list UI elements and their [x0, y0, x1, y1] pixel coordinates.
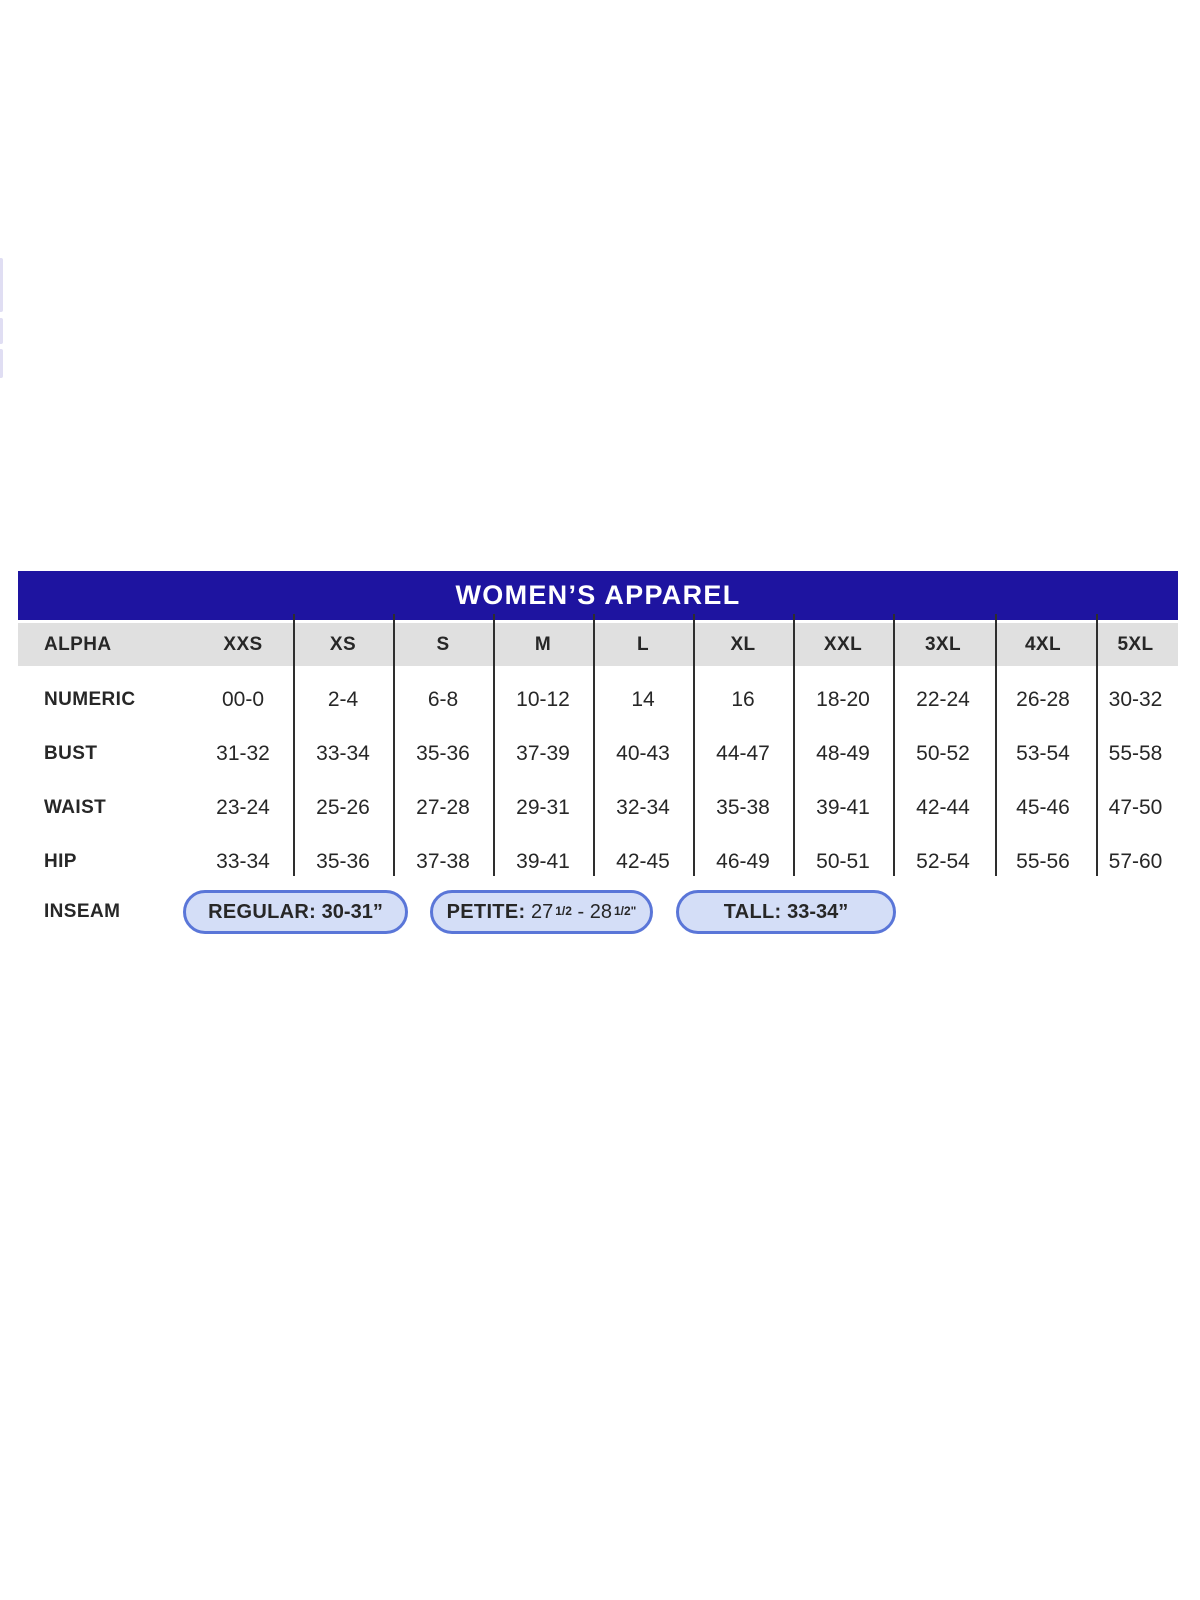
size-cell: 33-34 [316, 742, 370, 765]
column-separator [293, 614, 295, 876]
inseam-pill-petite [430, 890, 653, 934]
column-separator [893, 614, 895, 876]
size-cell: 39-41 [816, 796, 870, 819]
size-cell: 35-36 [316, 850, 370, 873]
size-cell: 00-0 [221, 688, 265, 711]
size-cell: 14 [631, 688, 655, 711]
size-col-3xl: 3XL [924, 633, 962, 655]
left-edge-artifact [0, 258, 3, 312]
size-col-4xl: 4XL [1024, 633, 1062, 655]
size-col-xxs: XXS [223, 633, 263, 655]
pill-value: 33-34” [781, 900, 849, 923]
size-cell: 48-49 [816, 742, 870, 765]
size-cell: 44-47 [716, 742, 770, 765]
size-cell: 6-8 [427, 688, 459, 711]
size-cell: 27-28 [416, 796, 470, 819]
table-row-numeric [18, 673, 1178, 727]
inseam-row [18, 889, 1178, 935]
size-cell: 57-60 [1108, 850, 1163, 873]
size-col-s: S [436, 633, 450, 655]
size-cell: 37-39 [516, 742, 570, 765]
fraction-superscript: 1/2 [555, 904, 572, 918]
table-title: WOMEN’S APPAREL [455, 580, 741, 610]
size-col-5xl: 5XL [1117, 633, 1154, 655]
size-cell: 47-50 [1108, 796, 1163, 819]
size-cell: 42-45 [616, 850, 670, 873]
size-cell: 2-4 [327, 688, 359, 711]
size-cell: 26-28 [1016, 688, 1070, 711]
size-col-xs: XS [329, 633, 357, 655]
table-body [18, 666, 1178, 889]
row-label: BUST [44, 743, 98, 764]
column-separator [1096, 614, 1098, 876]
size-chart-table [18, 571, 1178, 935]
size-col-xl: XL [730, 633, 756, 655]
size-cell: 29-31 [516, 796, 570, 819]
size-cell: 32-34 [616, 796, 670, 819]
pill-prefix: REGULAR: [208, 900, 317, 923]
size-col-m: M [534, 633, 552, 655]
pill-value: 30-31” [316, 900, 383, 923]
table-row-hip [18, 835, 1178, 889]
row-label: NUMERIC [44, 689, 136, 710]
size-cell: 30-32 [1108, 688, 1163, 711]
size-cell: 35-38 [716, 796, 770, 819]
row-label: WAIST [44, 797, 107, 818]
size-cell: 33-34 [216, 850, 270, 873]
size-cell: 46-49 [716, 850, 770, 873]
table-row-waist [18, 781, 1178, 835]
header-label-alpha: ALPHA [44, 633, 112, 655]
size-cell: 31-32 [216, 742, 270, 765]
size-cell: 55-58 [1108, 742, 1163, 765]
size-header-row [18, 623, 1178, 666]
row-label: HIP [44, 851, 77, 872]
column-separator [793, 614, 795, 876]
pill-prefix: PETITE: [446, 900, 526, 923]
size-cell: 10-12 [516, 688, 570, 711]
size-cell: 18-20 [816, 688, 870, 711]
fraction-superscript: 1/2" [613, 904, 637, 918]
size-cell: 16 [731, 688, 755, 711]
left-edge-artifact [0, 318, 3, 344]
size-cell: 50-52 [916, 742, 970, 765]
size-cell: 25-26 [316, 796, 370, 819]
column-separator [693, 614, 695, 876]
table-title-bar [18, 571, 1178, 620]
size-cell: 35-36 [416, 742, 470, 765]
size-cell: 23-24 [216, 796, 270, 819]
size-cell: 37-38 [416, 850, 470, 873]
size-col-xxl: XXL [823, 633, 863, 655]
column-separator [493, 614, 495, 876]
column-separator [593, 614, 595, 876]
size-cell: 50-51 [816, 850, 870, 873]
row-label: INSEAM [44, 901, 121, 922]
pill-value: - 28 [571, 900, 612, 923]
inseam-pill-tall [676, 890, 896, 934]
left-edge-artifact [0, 349, 3, 378]
table-row-bust [18, 727, 1178, 781]
size-col-l: L [636, 633, 649, 655]
size-cell: 53-54 [1016, 742, 1070, 765]
size-cell: 55-56 [1016, 850, 1070, 873]
size-cell: 45-46 [1016, 796, 1070, 819]
pill-value: 27 [525, 900, 554, 923]
size-cell: 42-44 [916, 796, 970, 819]
column-separator [995, 614, 997, 876]
inseam-pills [183, 890, 896, 934]
column-separator [393, 614, 395, 876]
size-cell: 40-43 [616, 742, 670, 765]
size-cell: 52-54 [916, 850, 970, 873]
inseam-pill-regular [183, 890, 408, 934]
size-cell: 22-24 [916, 688, 970, 711]
size-cell: 39-41 [516, 850, 570, 873]
pill-prefix: TALL: [723, 900, 782, 923]
